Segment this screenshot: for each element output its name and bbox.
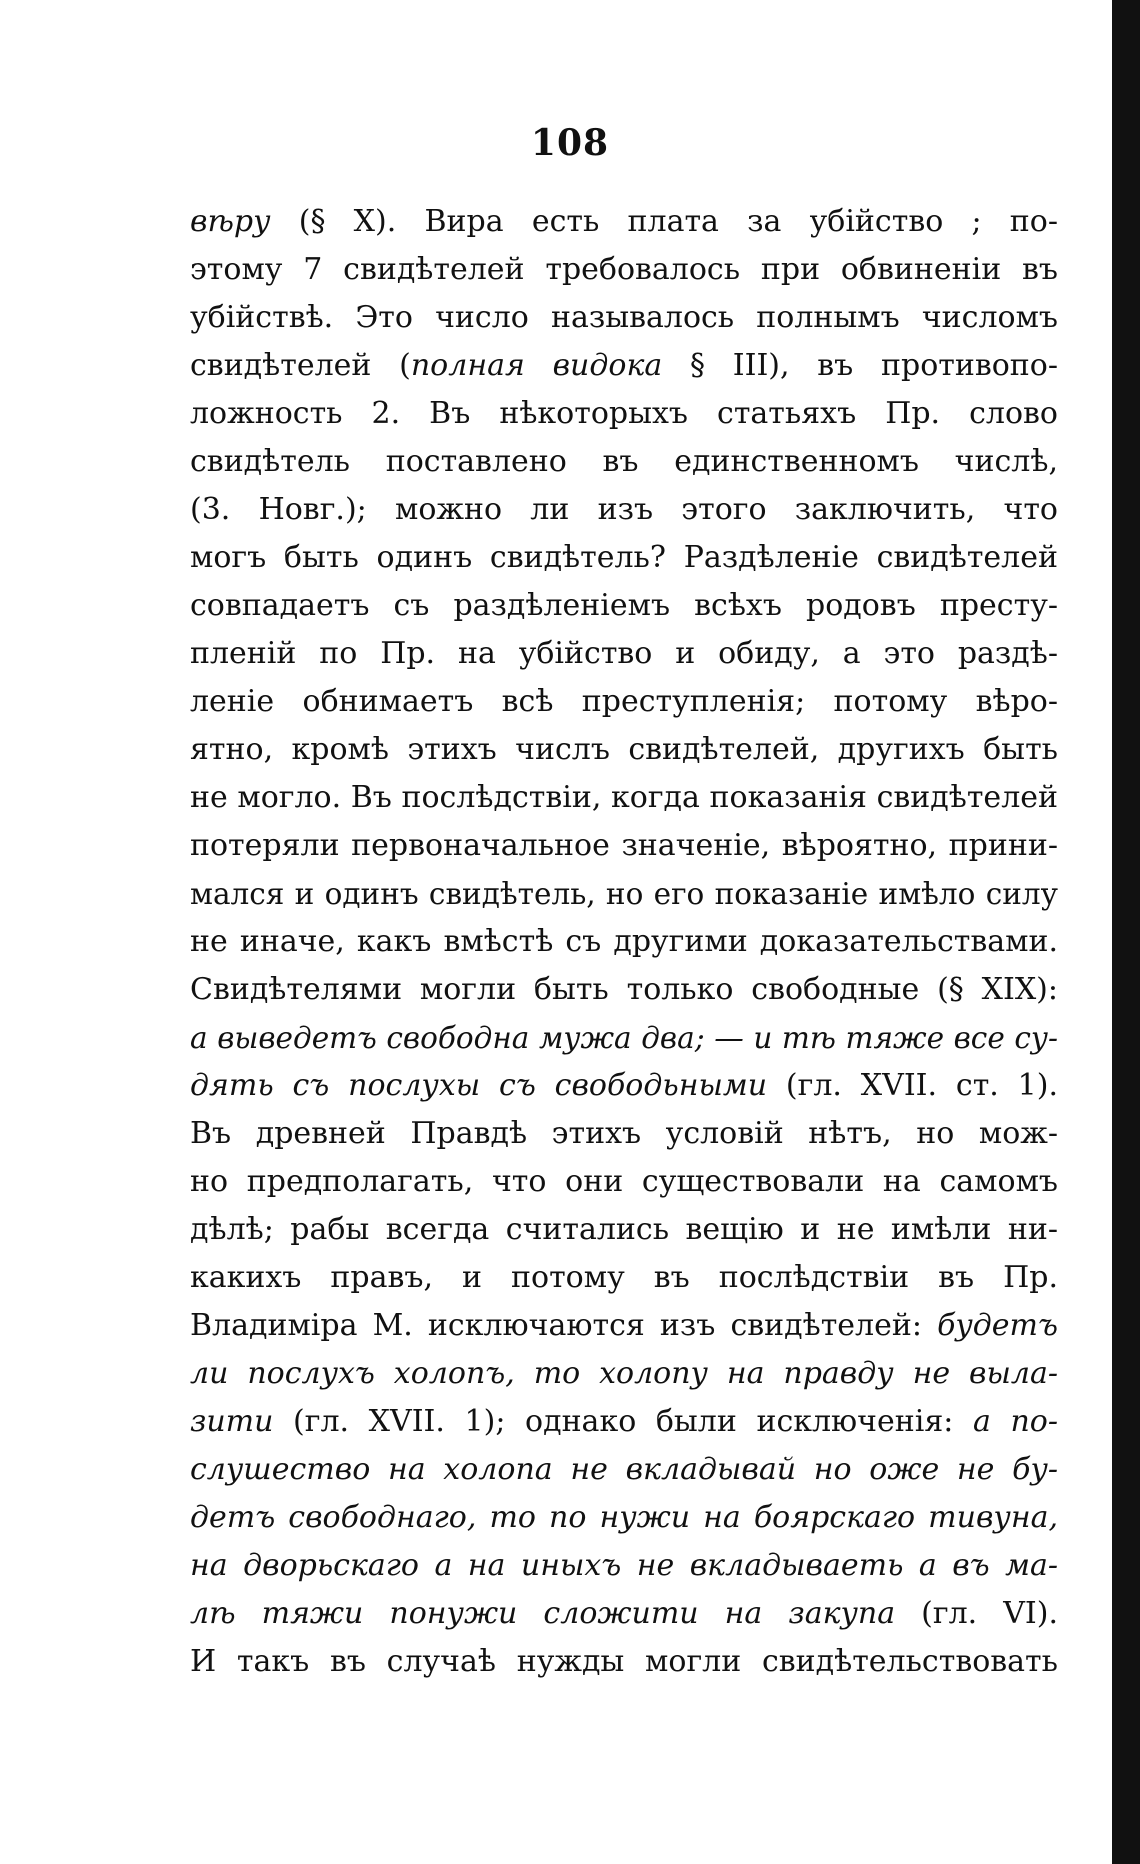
text-line [190, 294, 1058, 342]
italic-quote: лѣ тяжи понужи сложити на закупа [190, 1596, 896, 1631]
italic-quote: детъ свободнаго, то по нужи на боярскаго тивуна, [190, 1500, 1058, 1535]
italic-quote: вѣру [190, 204, 271, 239]
text-line [190, 822, 1058, 870]
text-line [190, 486, 1058, 534]
text-run: леніе обнимаетъ всѣ преступленія; потому вѣро- [190, 684, 1058, 719]
text-line [190, 918, 1058, 966]
text-line [190, 678, 1058, 726]
text-line [190, 1542, 1058, 1590]
text-run: дѣлѣ; рабы всегда считались вещію и не имѣли ни- [190, 1212, 1058, 1247]
text-run: могъ быть одинъ свидѣтель? Раздѣленіе свидѣтелей [190, 540, 1058, 575]
text-line [190, 1062, 1058, 1110]
italic-quote: на дворьскаго а на иныхъ не вкладываеть а въ ма- [190, 1548, 1058, 1583]
text-run: (3. Новг.); можно ли изъ этого заключить, что [190, 492, 1058, 527]
text-run: Владиміра М. исключаются изъ свидѣтелей: [190, 1308, 938, 1343]
text-line [190, 438, 1058, 486]
text-line [190, 966, 1058, 1014]
text-run: ложность 2. Въ нѣкоторыхъ статьяхъ Пр. слово [190, 396, 1058, 431]
text-line [190, 1110, 1058, 1158]
text-run: (гл. XVII. 1); однако были исключенія: [273, 1404, 973, 1439]
text-line [190, 390, 1058, 438]
text-line [190, 1398, 1058, 1446]
text-run: Свидѣтелями могли быть только свободные (§ XIX): [190, 972, 1058, 1007]
text-run: § III), въ противопо- [662, 348, 1058, 383]
text-run: (§ X). Вира есть плата за убійство ; по- [270, 204, 1058, 239]
text-run: этому 7 свидѣтелей требовалось при обвиненіи въ [190, 252, 1058, 287]
text-run: не могло. Въ послѣдствіи, когда показанія свидѣтелей [190, 780, 1058, 815]
italic-quote: будетъ [937, 1308, 1058, 1343]
text-run: потеряли первоначальное значеніе, вѣроятно, прини- [190, 828, 1058, 863]
italic-quote: слушество на холопа не вкладывай но оже не бу- [190, 1452, 1058, 1487]
text-run: убійствѣ. Это число называлось полнымъ числомъ [190, 300, 1058, 335]
text-line [190, 1014, 1058, 1062]
text-line [190, 774, 1058, 822]
text-run: И такъ въ случаѣ нужды могли свидѣтельствовать [190, 1644, 1058, 1679]
text-line [190, 342, 1058, 390]
page-number: 108 [530, 122, 610, 164]
text-run: какихъ правъ, и потому въ послѣдствіи въ Пр. [190, 1260, 1058, 1295]
text-line [190, 1494, 1058, 1542]
text-line [190, 870, 1058, 918]
text-line [190, 630, 1058, 678]
text-line [190, 1206, 1058, 1254]
text-run: мался и одинъ свидѣтель, но его показаніе имѣло силу [190, 877, 1058, 911]
text-run: свидѣтелей ( [190, 348, 411, 383]
italic-quote: полная видока [410, 348, 663, 383]
text-line [190, 1302, 1058, 1350]
text-line [190, 1638, 1058, 1686]
text-line [190, 1254, 1058, 1302]
text-line [190, 1350, 1058, 1398]
text-line [190, 198, 1058, 246]
text-run: (гл. VI). [895, 1596, 1058, 1631]
italic-quote: а по- [972, 1404, 1058, 1439]
text-line [190, 582, 1058, 630]
text-run: (гл. XVII. ст. 1). [767, 1068, 1058, 1103]
text-line [190, 1446, 1058, 1494]
text-line [190, 246, 1058, 294]
scan-edge-border [1112, 0, 1140, 1864]
italic-quote: а выведетъ свободна мужа два; — и тѣ тяже все су- [190, 1021, 1058, 1055]
text-run: свидѣтель поставлено въ единственномъ числѣ, [190, 444, 1058, 479]
text-line [190, 726, 1058, 774]
text-run: Въ древней Правдѣ этихъ условій нѣтъ, но мож- [190, 1116, 1058, 1151]
body-text [190, 198, 1058, 1686]
text-run: пленій по Пр. на убійство и обиду, а это раздѣ- [190, 636, 1058, 671]
text-line [190, 534, 1058, 582]
italic-quote: дять съ послухы съ свободьными [190, 1068, 768, 1103]
italic-quote: ли послухъ холопъ, то холопу на правду не выла- [190, 1356, 1058, 1391]
text-run: но предполагать, что они существовали на самомъ [190, 1164, 1058, 1199]
text-line [190, 1590, 1058, 1638]
text-run: ятно, кромѣ этихъ числъ свидѣтелей, другихъ быть [190, 732, 1058, 767]
text-run: совпадаетъ съ раздѣленіемъ всѣхъ родовъ престу- [190, 588, 1058, 623]
italic-quote: зити [190, 1404, 274, 1439]
text-line [190, 1158, 1058, 1206]
text-run: не иначе, какъ вмѣстѣ съ другими доказательствами. [190, 924, 1058, 959]
